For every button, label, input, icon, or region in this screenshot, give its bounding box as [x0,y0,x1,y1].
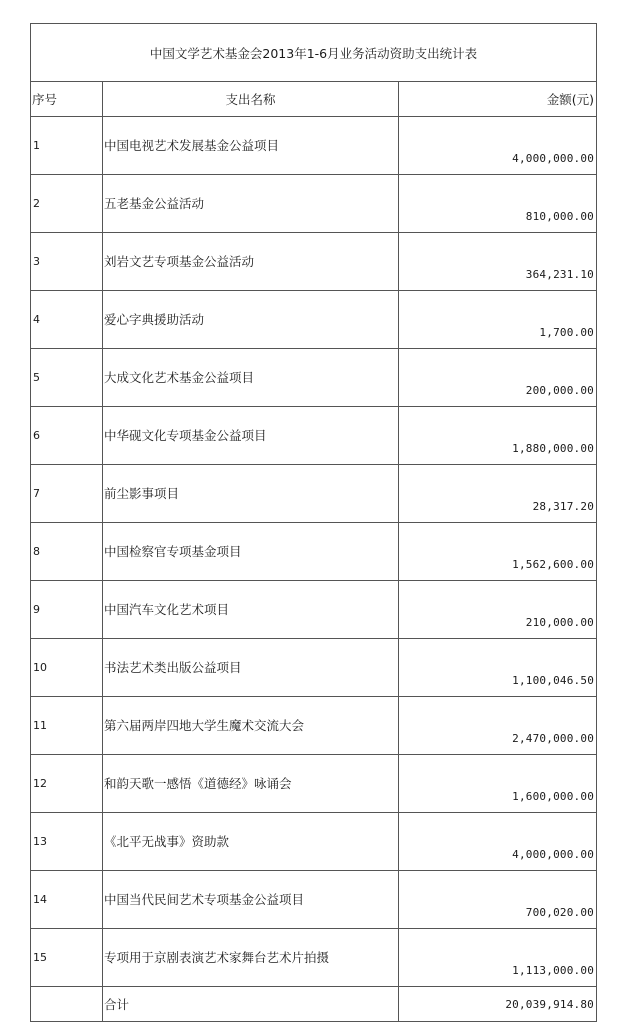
header-row [31,82,597,117]
table-row [31,291,597,349]
table-row [31,523,597,581]
row-name-cell [103,581,399,639]
row-amount: 1,100,046.50 [512,674,595,687]
row-name-cell [103,639,399,697]
row-name-cell [103,929,399,987]
table-row [31,349,597,407]
table-row [31,697,597,755]
row-amount-cell [399,639,597,697]
row-name: 专项用于京剧表演艺术家舞台艺术片拍摄 [104,950,330,965]
table-title: 中国文学艺术基金会2013年1-6月业务活动资助支出统计表 [31,24,597,82]
total-label: 合计 [103,987,399,1022]
row-name: 五老基金公益活动 [104,196,205,211]
row-amount-cell [399,813,597,871]
row-amount: 4,000,000.00 [512,152,595,165]
header-name: 支出名称 [103,82,399,117]
row-index: 8 [31,523,103,581]
row-amount-cell [399,349,597,407]
row-name-cell [103,697,399,755]
row-index: 9 [31,581,103,639]
row-amount: 364,231.10 [525,268,595,281]
row-index: 3 [31,233,103,291]
row-name: 和韵天歌一感悟《道德经》咏诵会 [104,776,292,791]
row-amount-cell [399,233,597,291]
row-amount-cell [399,117,597,175]
row-name-cell [103,755,399,813]
row-amount-cell [399,407,597,465]
row-amount: 4,000,000.00 [512,848,595,861]
row-name-cell [103,349,399,407]
row-name: 中国检察官专项基金项目 [104,544,242,559]
table-row [31,407,597,465]
row-name: 中国当代民间艺术专项基金公益项目 [104,892,305,907]
row-amount: 28,317.20 [532,500,595,513]
table-row [31,639,597,697]
row-amount: 1,880,000.00 [512,442,595,455]
row-name-cell [103,465,399,523]
table-row [31,581,597,639]
row-name-cell [103,175,399,233]
table-row [31,175,597,233]
table-row [31,233,597,291]
row-name: 《北平无战事》资助款 [104,834,230,849]
row-amount-cell [399,523,597,581]
table-row [31,871,597,929]
row-amount-cell [399,871,597,929]
row-amount: 700,020.00 [525,906,595,919]
row-index: 6 [31,407,103,465]
table-row [31,813,597,871]
row-index: 1 [31,117,103,175]
total-index [31,987,103,1022]
total-amount: 20,039,914.80 [505,997,595,1011]
row-amount-cell [399,465,597,523]
row-amount: 1,600,000.00 [512,790,595,803]
row-index: 14 [31,871,103,929]
title-row [31,24,597,82]
row-index: 11 [31,697,103,755]
row-name: 第六届两岸四地大学生魔术交流大会 [104,718,305,733]
row-name-cell [103,407,399,465]
table-row [31,465,597,523]
row-amount: 1,113,000.00 [512,964,595,977]
row-index: 13 [31,813,103,871]
header-index: 序号 [31,82,103,117]
row-name: 书法艺术类出版公益项目 [104,660,242,675]
header-amount: 金额(元) [399,82,597,117]
row-index: 5 [31,349,103,407]
row-name-cell [103,291,399,349]
row-amount-cell [399,755,597,813]
row-amount: 210,000.00 [525,616,595,629]
row-name: 爱心字典援助活动 [104,312,205,327]
row-index: 10 [31,639,103,697]
row-name-cell [103,523,399,581]
row-name: 中华砚文化专项基金公益项目 [104,428,267,443]
row-amount-cell [399,581,597,639]
total-row [31,987,597,1022]
row-amount-cell [399,291,597,349]
row-amount: 200,000.00 [525,384,595,397]
row-amount-cell [399,697,597,755]
row-name-cell [103,871,399,929]
row-name: 刘岩文艺专项基金公益活动 [104,254,255,269]
row-amount-cell [399,175,597,233]
table-row [31,755,597,813]
statistics-sheet [30,23,596,1022]
table-row [31,117,597,175]
row-name: 中国汽车文化艺术项目 [104,602,230,617]
table-row [31,929,597,987]
row-name-cell [103,813,399,871]
row-name-cell [103,233,399,291]
row-index: 15 [31,929,103,987]
expense-table [30,23,597,1022]
row-amount-cell [399,929,597,987]
row-amount: 1,700.00 [539,326,595,339]
row-index: 7 [31,465,103,523]
row-name-cell [103,117,399,175]
row-index: 4 [31,291,103,349]
row-name: 中国电视艺术发展基金公益项目 [104,138,280,153]
row-amount: 810,000.00 [525,210,595,223]
row-index: 12 [31,755,103,813]
row-index: 2 [31,175,103,233]
total-amount-cell [399,987,597,1022]
row-amount: 1,562,600.00 [512,558,595,571]
row-amount: 2,470,000.00 [512,732,595,745]
row-name: 前尘影事项目 [104,486,180,501]
row-name: 大成文化艺术基金公益项目 [104,370,255,385]
